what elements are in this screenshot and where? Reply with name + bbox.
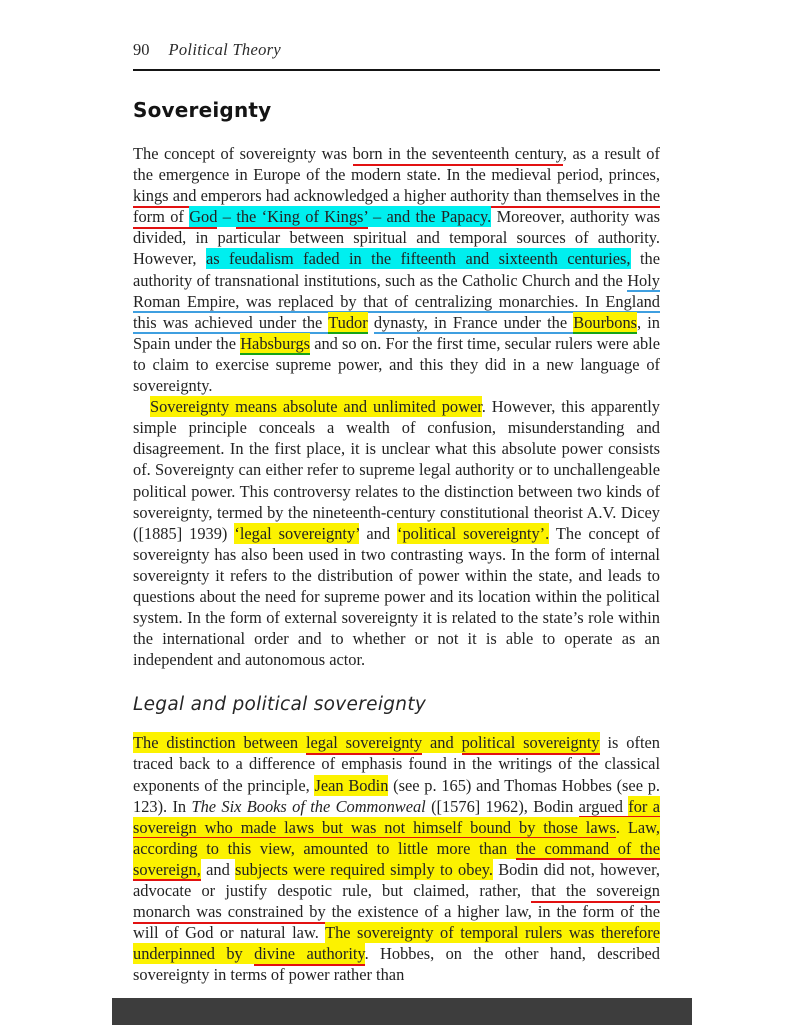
highlighted-text: God xyxy=(189,206,217,229)
text-run xyxy=(368,313,374,332)
highlighted-text: Habsburgs xyxy=(240,333,310,356)
text-run: ([1576] 1962), Bodin xyxy=(425,796,579,816)
text-run: and xyxy=(359,523,398,543)
highlighted-text: for a sovereign who made laws but was not himself bound by those laws xyxy=(133,796,660,840)
underlined-text: dynasty, in France under the xyxy=(374,313,573,335)
highlighted-text: Jean Bodin xyxy=(314,775,389,795)
highlighted-text: . xyxy=(615,817,628,837)
text-run: The concept of sovereignty has also been used in two contrasting ways. In the form of internal sovereignty it refers to the distribution of power within the state, and leads to questions about the need for supreme power and its location within the political system. In the form of external sovereignty it is related to the state’s role within the international order and to whether or not it is able to operate as an independent and autonomous actor. xyxy=(133,523,660,670)
highlighted-text: legal sovereignty xyxy=(306,732,422,755)
underlined-text: Holy Roman Empire, was replaced by that of centralizing monarchies. In England this was achieved under the xyxy=(133,271,660,335)
text-run: and so on. For the first time, secular rulers were able to claim to exercise supreme power, and this they did in a new language of sovereignty. xyxy=(133,333,660,396)
header-divider xyxy=(133,69,660,71)
text-run: . Hobbes, on the other hand, described sovereignty in terms of power rather than xyxy=(133,944,660,985)
paragraph xyxy=(133,143,660,396)
highlighted-text: political sovereignty xyxy=(462,732,600,755)
highlighted-text: and xyxy=(422,733,462,753)
running-header xyxy=(133,0,660,60)
underlined-text: natural law xyxy=(240,923,315,945)
text-run: . xyxy=(314,923,326,943)
highlighted-text: Law, according to this view, amounted to little more than xyxy=(133,817,660,858)
text-run: in the form of the will of God or xyxy=(133,902,660,943)
highlighted-text: The sovereignty of temporal rulers was therefore underpinned by xyxy=(133,923,660,964)
highlighted-text: the command of the sovereign, xyxy=(133,838,660,882)
underlined-text: kings and emperors had acknowledged a higher authority than themselves in the form of xyxy=(133,186,660,229)
next-page-edge xyxy=(112,998,692,1025)
paragraph xyxy=(133,396,660,670)
highlighted-text: Sovereignty means absolute and unlimited power xyxy=(150,397,482,417)
text-run: , in Spain under the xyxy=(133,312,661,353)
highlighted-text: as feudalism faded in the fifteenth and sixteenth centuries, xyxy=(205,249,631,269)
text-run: Bodin did not, however, advocate or justify despotic rule, but claimed, rather, xyxy=(133,859,660,900)
text-run: The Six Books of the Commonweal xyxy=(191,796,426,816)
text-block xyxy=(133,0,660,985)
text-run: , as a result of the emergence in Europe of the modern state. In the medieval period, princes, xyxy=(133,144,660,185)
text-run: The concept of sovereignty was xyxy=(133,144,353,163)
highlighted-text: – and the Papacy. xyxy=(367,207,492,227)
highlighted-text: Tudor xyxy=(328,312,367,335)
highlighted-text: Bourbons xyxy=(573,312,637,335)
paragraph xyxy=(133,732,660,985)
highlighted-text: the ‘King of Kings’ xyxy=(236,206,367,229)
highlighted-text: ‘political sovereignty’. xyxy=(397,523,550,543)
text-run: is often traced back to a difference of emphasis found in the writings of the classical exponents of the principle, xyxy=(133,733,660,795)
highlighted-text: – xyxy=(217,207,237,227)
text-run: Moreover, authority was divided, in particular between spiritual and temporal sources of authority. However, xyxy=(133,207,661,269)
running-title: Political Theory xyxy=(168,40,281,59)
text-run: and xyxy=(200,859,236,879)
text-run: (see p. 165) and Thomas Hobbes (see p. 123). In xyxy=(133,775,661,816)
underlined-text: that the sovereign monarch was constrained by the existence of a higher law, xyxy=(133,881,660,924)
highlighted-text: The distinction between xyxy=(133,733,306,753)
body-text xyxy=(133,143,660,985)
page-number: 90 xyxy=(133,40,150,59)
underlined-text: born in the seventeenth century xyxy=(353,144,563,166)
highlighted-text: divine authority xyxy=(254,943,364,966)
highlighted-text: subjects were required simply to obey. xyxy=(235,859,493,879)
underlined-text: argued xyxy=(579,797,629,819)
section-subheading: Legal and political sovereignty xyxy=(133,694,427,716)
text-run: . However, this apparently simple principle conceals a wealth of confusion, misunderstanding and disagreement. In the first place, it is unclear what this absolute power consists of. Sovereignty can either refer to supreme legal authority or to unchallengeable political power. This controversy relates to the distinction between two kinds of sovereignty, termed by the nineteenth-century constitutional theorist A.V. Dicey ([1885] 1939) xyxy=(133,397,660,543)
section-heading: Sovereignty xyxy=(133,98,272,122)
text-run: the authority of transnational institutions, such as the Catholic Church and the xyxy=(133,249,660,290)
highlighted-text: ‘legal sovereignty’ xyxy=(234,523,360,543)
